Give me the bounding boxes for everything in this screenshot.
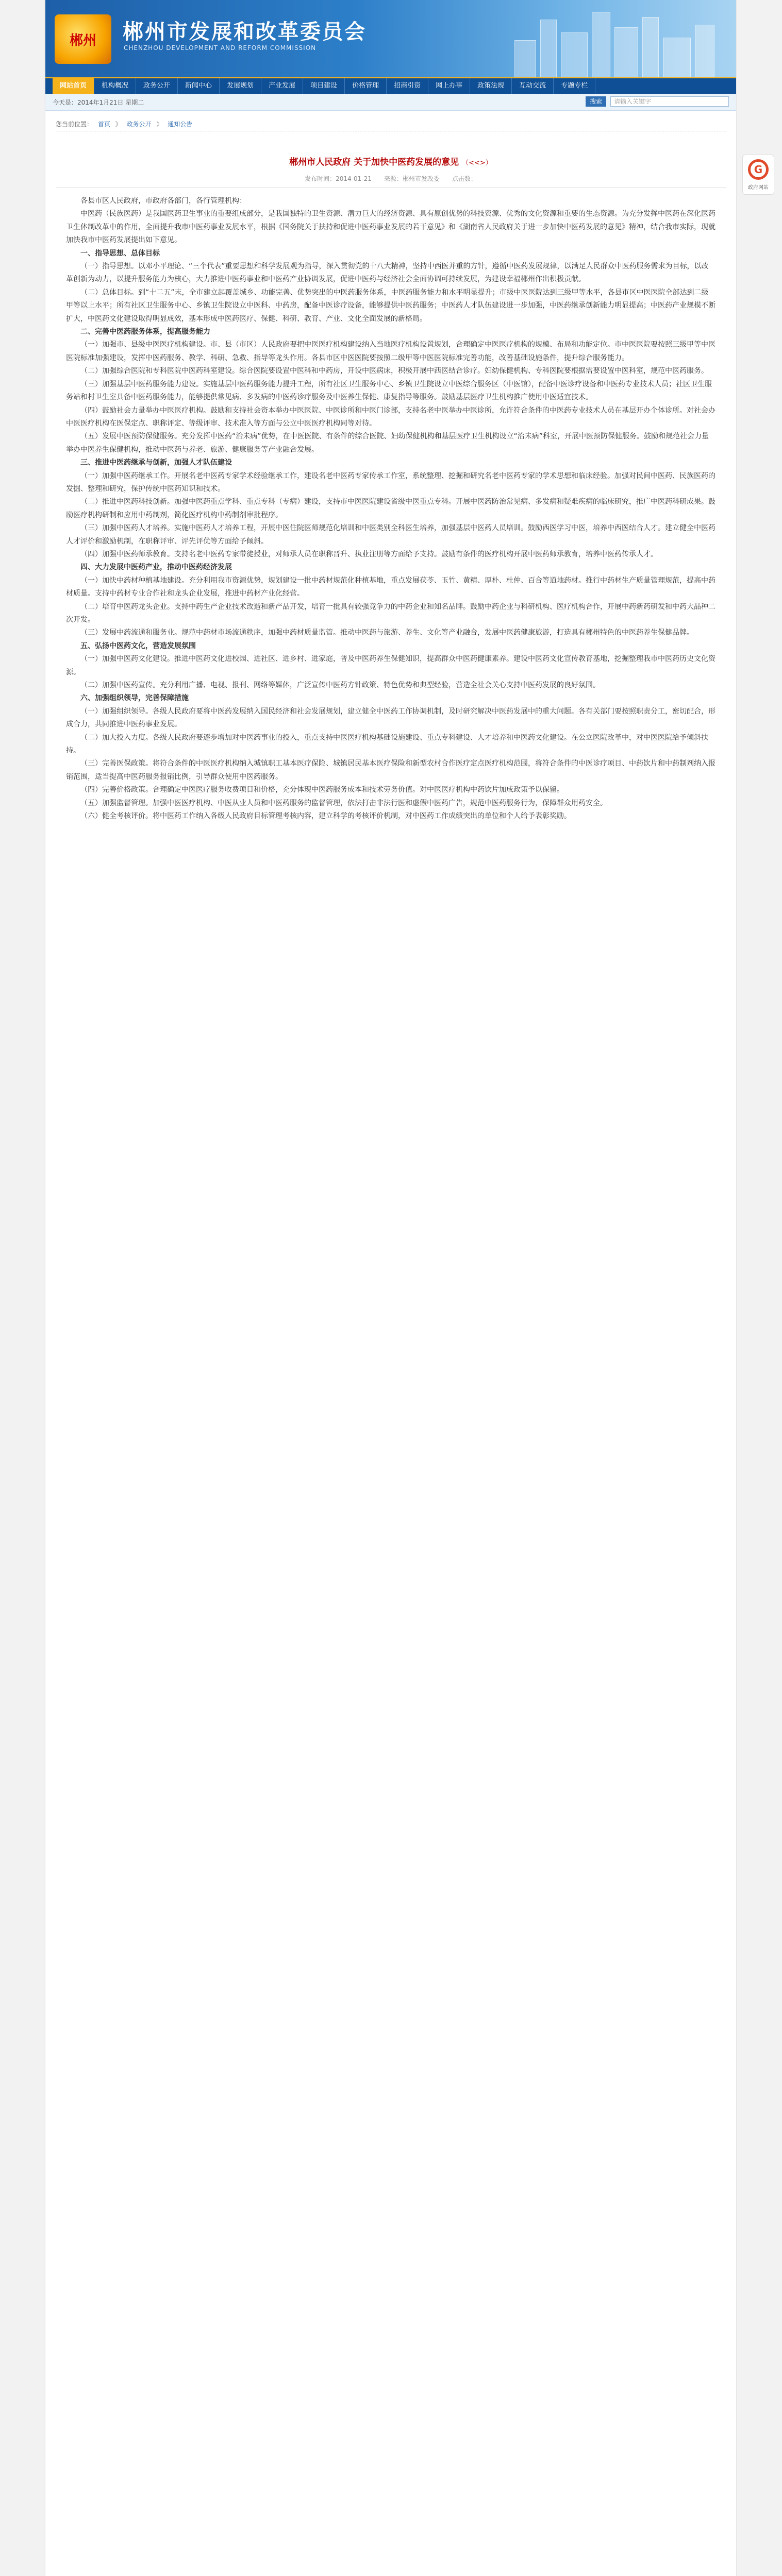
paragraph: （三）加强中医药人才培养。实施中医药人才培养工程，开展中医住院医师规范化培训和中医类别全科医生培养，加强基层中医药人员培训。鼓励西医学习中医，培养中西医结合人才。建立健全中医药人才评价和激励机制，在职称评审、评先评优等方面给予倾斜。 [66, 524, 716, 546]
breadcrumb-section[interactable]: 政务公开 [126, 121, 152, 128]
search-input[interactable]: 请输入关键字 [610, 96, 729, 107]
search-button[interactable]: 搜索 [586, 96, 606, 107]
paragraph: （二）培育中医药龙头企业。支持中药生产企业技术改造和新产品开发，培育一批具有较强竞争力的中药企业和知名品牌。鼓励中药企业与科研机构、医疗机构合作，开展中药新药研发和中药大品种二次开发。 [66, 602, 716, 624]
paragraph: （二）加强综合医院和专科医院中医药科室建设。综合医院要设置中医科和中药房，开设中医病床，积极开展中西医结合诊疗。妇幼保健机构、专科医院要根据需要设置中医科室，规范中医药服务。 [80, 367, 708, 376]
article-title-text: 郴州市人民政府 关于加快中医药发展的意见 [289, 157, 459, 167]
breadcrumb-label: 您当前位置： [56, 121, 93, 128]
paragraph: （三）发展中药流通和服务业。规范中药材市场流通秩序，加强中药材质量监管。推动中医药与旅游、养生、文化等产业融合，发展中医药健康旅游，打造具有郴州特色的中医药养生保健品牌。 [80, 629, 694, 637]
paragraph: （五）发展中医预防保健服务。充分发挥中医药“治未病”优势，在中医医院、有条件的综合医院、妇幼保健机构和基层医疗卫生机构设立“治未病”科室，开展中医预防保健服务。鼓励和规范社会力量举办中医养生保健机构，推动中医药与养老、旅游、健康服务等产业融合发展。 [66, 432, 709, 454]
site-subtitle: CHENZHOU DEVELOPMENT AND REFORM COMMISSION [124, 44, 317, 52]
section-heading: 四、大力发展中医药产业，推动中医药经济发展 [80, 563, 232, 572]
nav-item[interactable]: 专题专栏 [554, 78, 595, 94]
paragraph: （一）加快中药材种植基地建设。充分利用我市资源优势，规划建设一批中药材规范化种植基地，重点发展茯苓、玉竹、黄精、厚朴、杜仲、百合等道地药材。推行中药材生产质量管理规范，提高中药材质量。支持中药材专业合作社和龙头企业发展，推进中药材产业化经营。 [66, 576, 716, 598]
breadcrumb [56, 120, 726, 131]
paragraph: （一）加强中医药继承工作。开展名老中医药专家学术经验继承工作，建设名老中医药专家传承工作室，系统整理、挖掘和研究名老中医药专家的学术思想和临床经验。加强对民间中医药、民族医药的发掘、整理和研究，保护传统中医药知识和技术。 [66, 471, 716, 493]
nav-item[interactable]: 政务公开 [136, 78, 178, 94]
article-title-suffix: （<<>） [462, 159, 492, 167]
skyline-image [504, 10, 721, 77]
current-date: 今天是：2014年1月21日 星期二 [53, 99, 144, 106]
paragraph: （一）加强市、县级中医医疗机构建设。市、县（市区）人民政府要把中医医疗机构建设纳入当地医疗机构设置规划，合理确定中医医疗机构的规模、布局和功能定位。市中医医院要按照三级甲等中医医院标准加强建设，发挥中医药服务、教学、科研、急救、指导等龙头作用。各县市区中医医院要按照二级甲等中医医院标准完善功能，改善基础设施条件，提升综合服务能力。 [66, 341, 716, 362]
paragraph: （一）加强中医药文化建设。推进中医药文化进校园、进社区、进乡村、进家庭，普及中医药养生保健知识，提高群众中医药健康素养。建设中医药文化宣传教育基地，挖掘整理我市中医药历史文化资源。 [66, 655, 716, 676]
nav-item[interactable]: 招商引资 [387, 78, 428, 94]
section-heading: 三、推进中医药继承与创新，加强人才队伍建设 [80, 459, 232, 467]
paragraph: （二）加大投入力度。各级人民政府要逐步增加对中医药事业的投入，重点支持中医医疗机构基础设施建设、重点专科建设、人才培养和中医药文化建设。在公立医院改革中，对中医医院给予倾斜扶持。 [66, 733, 708, 755]
paragraph: 中医药（民族医药）是我国医药卫生事业的重要组成部分，是我国独特的卫生资源、潜力巨大的经济资源、具有原创优势的科技资源、优秀的文化资源和重要的生态资源。为充分发挥中医药在深化医药卫生体制改革中的作用，全面提升我市中医药事业发展水平，根据《国务院关于扶持和促进中医药事业发展的若干意见》和《湖南省人民政府关于进一步加快中医药发展的意见》精神，结合我市实际，现就加快我市中医药发展提出如下意见。 [66, 210, 716, 245]
nav-item[interactable]: 价格管理 [345, 78, 387, 94]
article-title [56, 155, 726, 167]
logo[interactable] [55, 14, 111, 64]
nav-item[interactable]: 发展规划 [220, 78, 261, 94]
breadcrumb-sep: 》 [115, 121, 122, 128]
paragraph: （三）完善医保政策。将符合条件的中医医疗机构纳入城镇职工基本医疗保险、城镇居民基本医疗保险和新型农村合作医疗定点医疗机构范围，将符合条件的中医诊疗项目、中药饮片和中药制剂纳入报销范围，适当提高中医药服务报销比例，引导群众使用中医药服务。 [66, 759, 716, 781]
main-nav [45, 77, 736, 94]
paragraph: 各县市区人民政府，市政府各部门，各行管理机构： [80, 197, 246, 205]
paragraph: （四）完善价格政策。合理确定中医医疗服务收费项目和价格，充分体现中医药服务成本和技术劳务价值。对中医医疗机构中药饮片加成政策予以保留。 [80, 786, 564, 794]
float-widget[interactable] [742, 155, 774, 195]
breadcrumb-current[interactable]: 通知公告 [168, 121, 193, 128]
logo-text: 郴州 [69, 33, 96, 48]
paragraph: （四）鼓励社会力量举办中医医疗机构。鼓励和支持社会资本举办中医医院、中医诊所和中医门诊部，支持名老中医举办中医诊所，允许符合条件的中医药专业技术人员在基层开办个体诊所。对社会办中医医疗机构在医保定点、职称评定、等级评审、技术准入等方面与公立中医医疗机构同等对待。 [66, 406, 716, 428]
page-frame [45, 0, 736, 2576]
paragraph: （一）指导思想。以邓小平理论、“三个代表”重要思想和科学发展观为指导，深入贯彻党的十八大精神，坚持中西医并重的方针，遵循中医药发展规律，以满足人民群众中医药服务需求为目标，以改革创新为动力，以提升服务能力为核心，大力推进中医药事业和中医药产业协调发展，促进中医药与经济社会全面协调可持续发展，为建设幸福郴州作出积极贡献。 [66, 262, 709, 284]
google-g-icon: G [748, 159, 769, 180]
paragraph: （四）加强中医药师承教育。支持名老中医药专家带徒授业，对师承人员在职称晋升、执业注册等方面给予支持。鼓励有条件的医疗机构开展中医药师承教育，培养中医药传承人才。 [80, 550, 658, 558]
site-title: 郴州市发展和改革委员会 [123, 20, 367, 44]
paragraph: （二）加强中医药宣传。充分利用广播、电视、报刊、网络等媒体，广泛宣传中医药方针政策、特色优势和典型经验，营造全社会关心支持中医药发展的良好氛围。 [80, 681, 600, 690]
nav-item[interactable]: 政策法规 [470, 78, 512, 94]
section-heading: 五、弘扬中医药文化，营造发展氛围 [80, 641, 196, 650]
article-body [66, 195, 716, 2576]
breadcrumb-home[interactable]: 首页 [97, 121, 110, 128]
nav-item[interactable]: 互动交流 [512, 78, 554, 94]
section-heading: 六、加强组织领导，完善保障措施 [80, 694, 189, 703]
paragraph: （二）总体目标。到“十二五”末，全市建立起覆盖城乡、功能完善、优势突出的中医药服务体系，中医药服务能力和水平明显提升；市级中医医院达到三级甲等水平，各县市区中医医院全部达到二级甲等以上水平；所有社区卫生服务中心、乡镇卫生院设立中医科、中药房，配备中医诊疗设备，能够提供中医药服务；中医药人才队伍建设进一步加强，中医药继承创新能力明显提高；中医药产业规模不断扩大，中医药文化建设取得明显成效，基本形成中医药医疗、保健、科研、教育、产业、文化全面发展的新格局。 [66, 288, 716, 323]
nav-item[interactable]: 网上办事 [428, 78, 470, 94]
section-heading: 二、完善中医药服务体系，提高服务能力 [80, 328, 210, 336]
nav-item[interactable]: 网站首页 [53, 78, 94, 94]
nav-item[interactable]: 机构概况 [94, 78, 136, 94]
paragraph: （五）加强监督管理。加强中医医疗机构、中医从业人员和中医药服务的监督管理，依法打击非法行医和虚假中医药广告，规范中医药服务行为，保障群众用药安全。 [80, 799, 607, 807]
breadcrumb-sep: 》 [156, 121, 163, 128]
paragraph: （一）加强组织领导。各级人民政府要将中医药发展纳入国民经济和社会发展规划，建立健全中医药工作协调机制，及时研究解决中医药发展中的重大问题。各有关部门要按照职责分工，密切配合，形成合力，共同推进中医药事业发展。 [66, 707, 716, 729]
paragraph: （二）推进中医药科技创新。加强中医药重点学科、重点专科（专病）建设，支持市中医医院建设省级中医重点专科。开展中医药防治常见病、多发病和疑难疾病的临床研究，推广中医药科研成果。鼓励医疗机构研制和应用中药制剂，简化医疗机构中药制剂审批程序。 [66, 498, 716, 519]
article-meta: 发布时间：2014-01-21 来源：郴州市发改委 点击数： [56, 174, 726, 188]
paragraph: （三）加强基层中医药服务能力建设。实施基层中医药服务能力提升工程，所有社区卫生服务中心、乡镇卫生院设立中医综合服务区（中医馆），配备中医诊疗设备和中医药专业技术人员；社区卫生服务站和村卫生室具备中医药服务能力，能够提供常见病、多发病的中医药诊疗服务及中医养生保健、康复指导等服务。鼓励基层医疗卫生机构推广使用中医适宜技术。 [66, 380, 712, 402]
nav-item[interactable]: 新闻中心 [178, 78, 220, 94]
section-heading: 一、指导思想、总体目标 [80, 249, 160, 258]
paragraph: （六）健全考核评价。将中医药工作纳入各级人民政府目标管理考核内容，建立科学的考核评价机制，对中医药工作成绩突出的单位和个人给予表彰奖励。 [80, 812, 571, 821]
float-widget-label: 政府网站 [748, 185, 769, 191]
nav-item[interactable]: 项目建设 [303, 78, 345, 94]
site-header [45, 0, 736, 77]
nav-item[interactable]: 产业发展 [261, 78, 303, 94]
sub-bar [45, 94, 736, 111]
